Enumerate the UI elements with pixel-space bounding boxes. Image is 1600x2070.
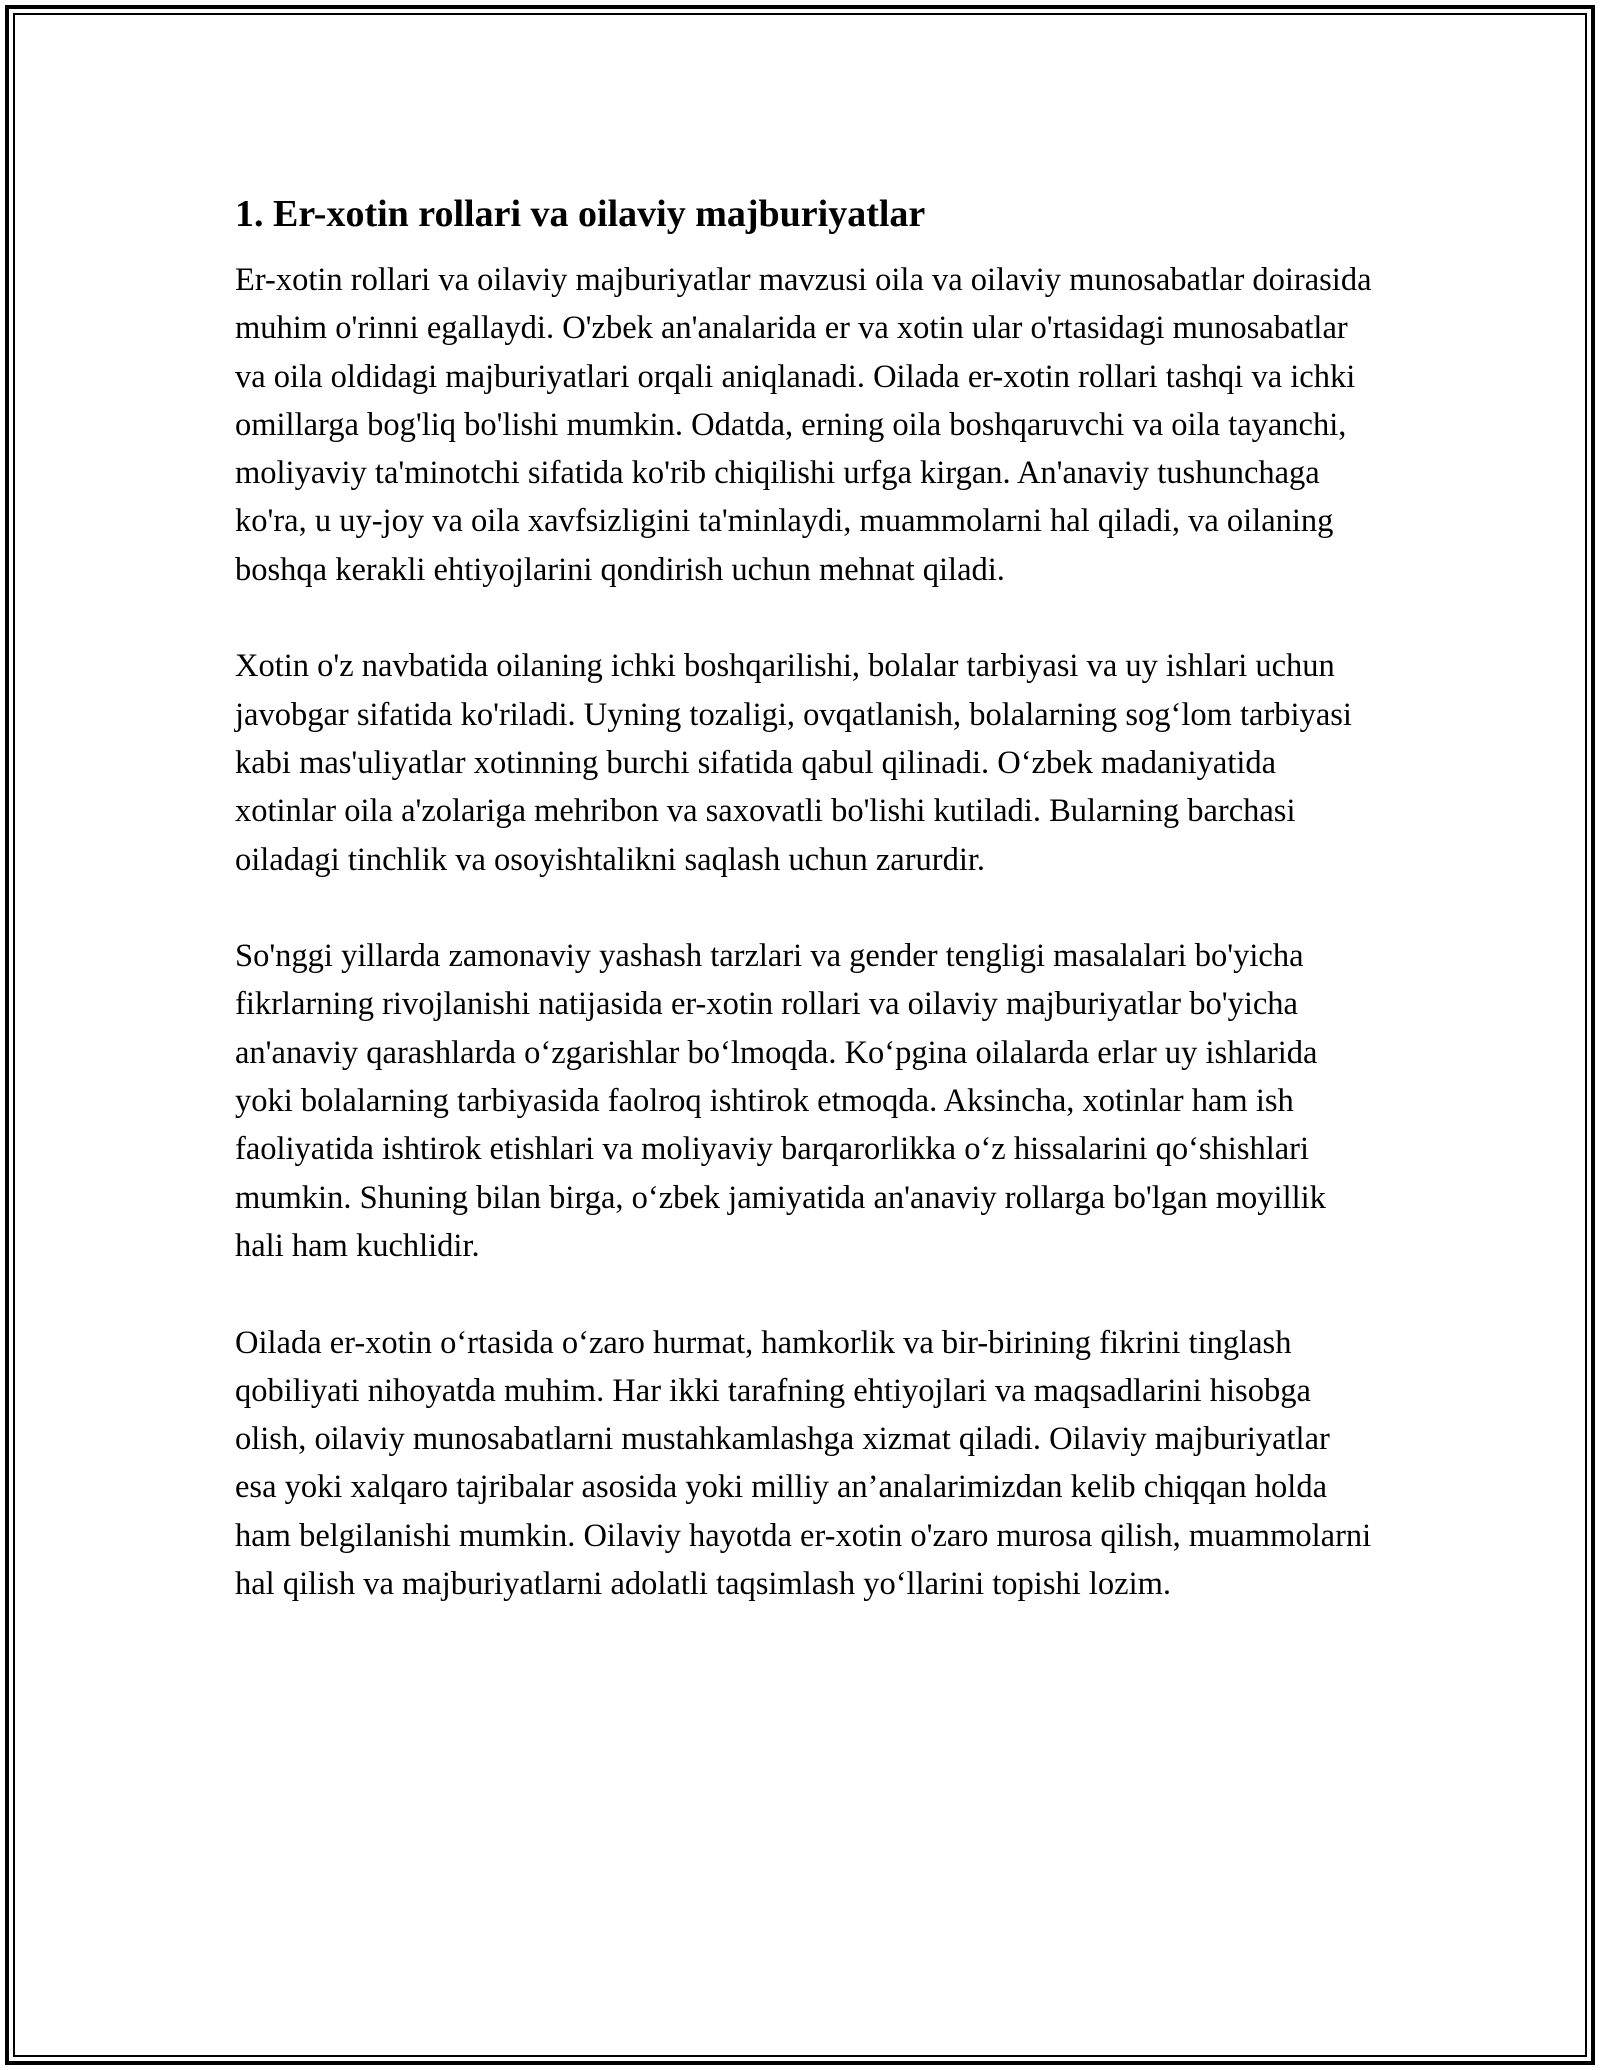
- section-heading: 1. Er-xotin rollari va oilaviy majburiyatlar: [235, 193, 926, 235]
- paragraph-4: Oilada er-xotin o‘rtasida o‘zaro hurmat, hamkorlik va bir-birining fikrini tinglash qobiliyati nihoyatda muhim. Har ikki tarafning ehtiyojlari va maqsadlarini hisobga olish, oilaviy munosabatlarni mustahkamlashga xizmat qiladi. Oilaviy majburiyatlar esa yoki xalqaro tajribalar asosida yoki milliy an’analarimizdan kelib chiqqan holda ham belgilanishi mumkin. Oilaviy hayotda er-xotin o'zaro murosa qilish, muammolarni hal qilish va majburiyatlarni adolatli taqsimlash yo‘llarini topishi lozim.: [235, 1324, 1372, 1603]
- paragraph-2: Xotin o'z navbatida oilaning ichki boshqarilishi, bolalar tarbiyasi va uy ishlari uchun javobgar sifatida ko'riladi. Uyning tozaligi, ovqatlanish, bolalarning sog‘lom tarbiyasi kabi mas'uliyatlar xotinning burchi sifatida qabul qilinadi. O‘zbek madaniyatida xotinlar oila a'zolariga mehribon va saxovatli bo'lishi kutiladi. Bularning barchasi oiladagi tinchlik va osoyishtalikni saqlash uchun zarurdir.: [235, 648, 1352, 878]
- paragraph-3: So'nggi yillarda zamonaviy yashash tarzlari va gender tengligi masalalari bo'yicha fikrlarning rivojlanishi natijasida er-xotin rollari va oilaviy majburiyatlar bo'yicha an'anaviy qarashlarda o‘zgarishlar bo‘lmoqda. Ko‘pgina oilalarda erlar uy ishlarida yoki bolalarning tarbiyasida faolroq ishtirok etmoqda. Aksincha, xotinlar ham ish faoliyatida ishtirok etishlari va moliyaviy barqarorlikka o‘z hissalarini qo‘shishlari mumkin. Shuning bilan birga, o‘zbek jamiyatida an'anaviy rollarga bo'lgan moyillik hali ham kuchlidir.: [235, 938, 1326, 1264]
- paragraph-1: Er-xotin rollari va oilaviy majburiyatlar mavzusi oila va oilaviy munosabatlar doirasida muhim o'rinni egallaydi. O'zbek an'analarida er va xotin ular o'rtasidagi munosabatlar va oila oldidagi majburiyatlari orqali aniqlanadi. Oilada er-xotin rollari tashqi va ichki omillarga bog'liq bo'lishi mumkin. Odatda, erning oila boshqaruvchi va oila tayanchi, moliyaviy ta'minotchi sifatida ko'rib chiqilishi urfga kirgan. An'anaviy tushunchaga ko'ra, u uy-joy va oila xavfsizligini ta'minlaydi, muammolarni hal qiladi, va oilaning boshqa kerakli ehtiyojlarini qondirish uchun mehnat qiladi.: [235, 262, 1372, 588]
- document-body: [235, 188, 1375, 1608]
